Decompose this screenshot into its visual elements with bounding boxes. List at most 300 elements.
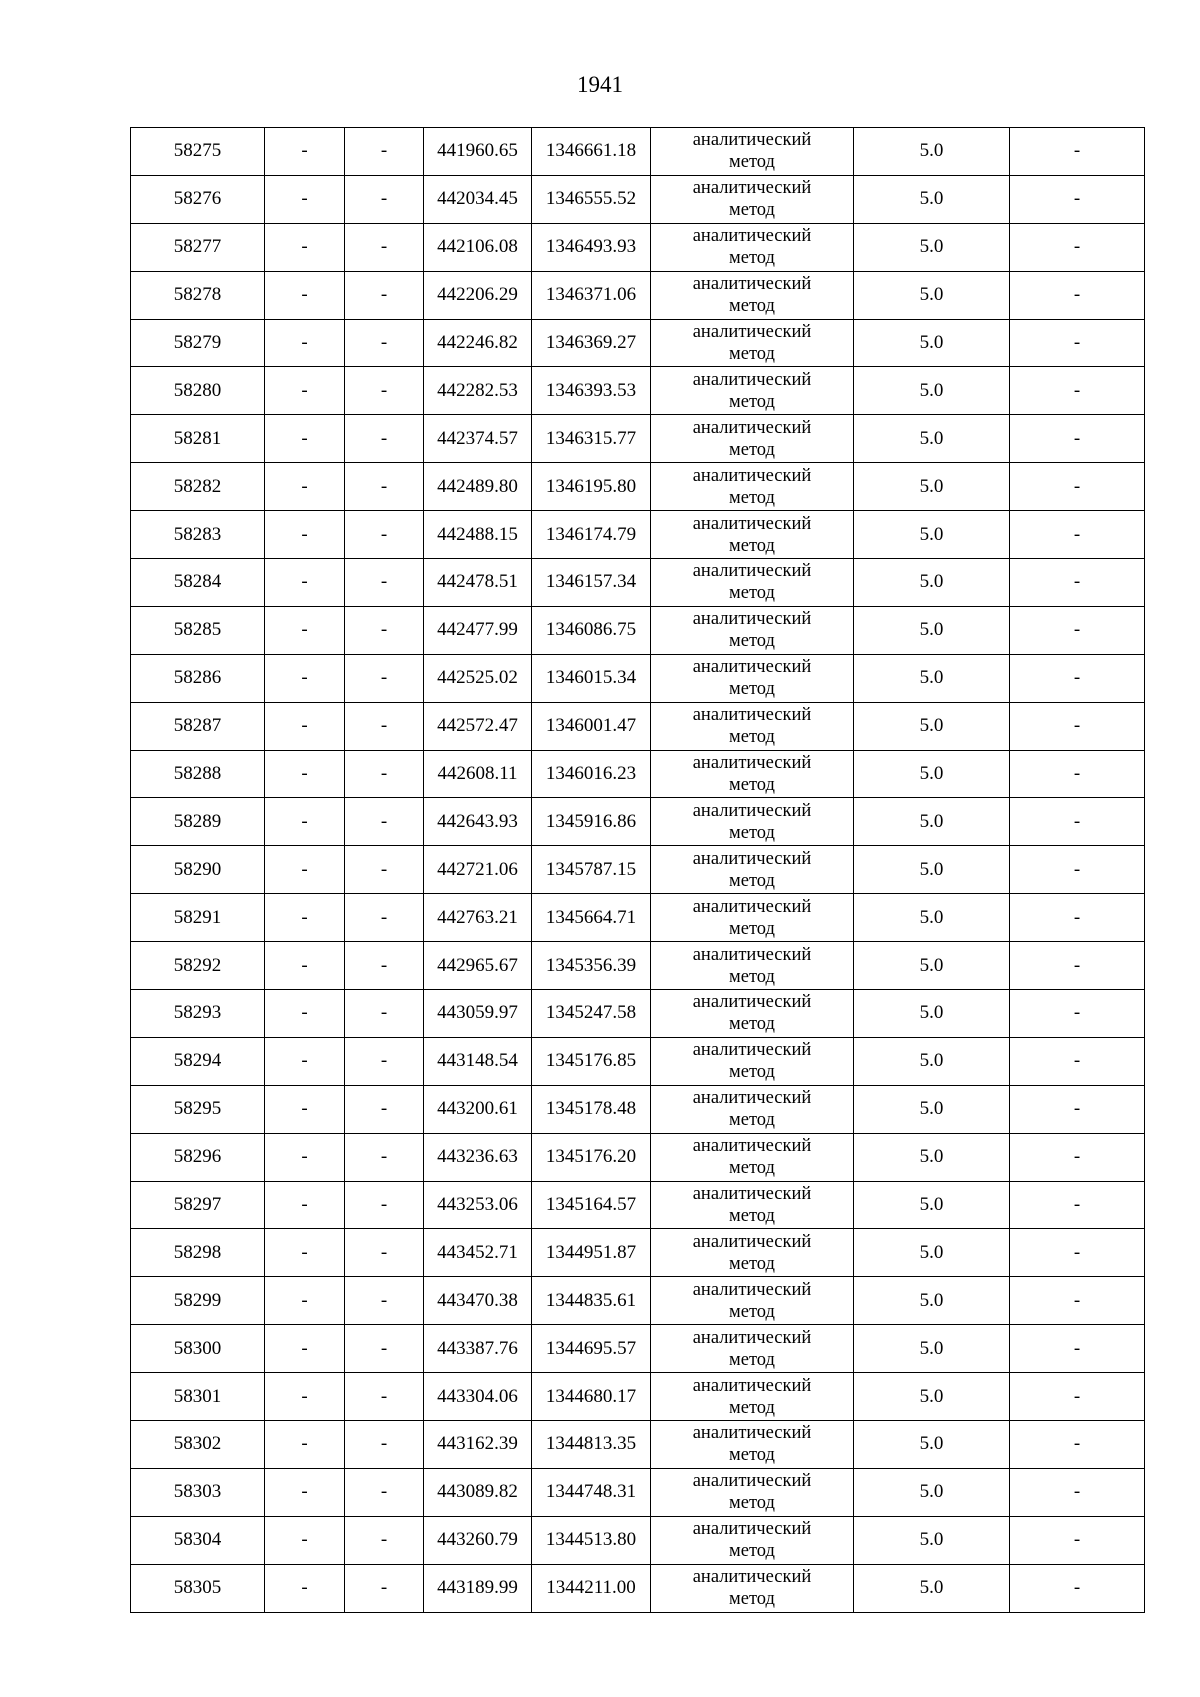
empty-value-cell: - — [265, 128, 345, 176]
empty-value-cell: - — [265, 559, 345, 607]
point-number-cell: 58275 — [131, 128, 265, 176]
x-coordinate-cell: 442488.15 — [424, 511, 532, 559]
accuracy-cell: 5.0 — [854, 559, 1010, 607]
method-line-2: метод — [729, 344, 775, 364]
accuracy-cell: 5.0 — [854, 1277, 1010, 1325]
method-line-1: аналитический — [692, 896, 812, 917]
method-line-2: метод — [729, 1253, 775, 1274]
empty-value-cell: - — [345, 1373, 424, 1421]
empty-value-cell: - — [265, 1325, 345, 1373]
y-coordinate-cell: 1344695.57 — [532, 1325, 651, 1373]
accuracy-cell: 5.0 — [854, 1133, 1010, 1181]
table-row — [131, 1277, 1145, 1325]
accuracy-cell: 5.0 — [854, 319, 1010, 367]
x-coordinate-cell: 442965.67 — [424, 942, 532, 990]
y-coordinate-cell: 1346315.77 — [532, 415, 651, 463]
method-line-1: аналитический — [692, 1279, 812, 1300]
table-row — [131, 990, 1145, 1038]
accuracy-cell: 5.0 — [854, 511, 1010, 559]
page-number: 1941 — [577, 72, 623, 97]
method-line-2: метод — [729, 1301, 775, 1322]
y-coordinate-cell: 1345787.15 — [532, 846, 651, 894]
y-coordinate-cell: 1345176.20 — [532, 1133, 651, 1181]
accuracy-cell: 5.0 — [854, 606, 1010, 654]
y-coordinate-cell: 1346393.53 — [532, 367, 651, 415]
method-line-1: аналитический — [692, 753, 812, 774]
accuracy-cell: 5.0 — [854, 128, 1010, 176]
method-cell — [651, 702, 854, 750]
empty-value-cell: - — [1010, 1133, 1145, 1181]
method-line-1: аналитический — [692, 1136, 812, 1157]
accuracy-cell: 5.0 — [854, 1516, 1010, 1564]
x-coordinate-cell: 442478.51 — [424, 559, 532, 607]
method-line-1: аналитический — [692, 226, 812, 247]
point-number-cell: 58303 — [131, 1468, 265, 1516]
method-line-1: аналитический — [692, 705, 812, 726]
x-coordinate-cell: 442282.53 — [424, 367, 532, 415]
point-number-cell: 58296 — [131, 1133, 265, 1181]
method-line-2: метод — [729, 1206, 775, 1227]
accuracy-cell: 5.0 — [854, 1085, 1010, 1133]
point-number-cell: 58285 — [131, 606, 265, 654]
method-line-1: аналитический — [692, 1184, 812, 1205]
x-coordinate-cell: 443162.39 — [424, 1421, 532, 1469]
point-number-cell: 58298 — [131, 1229, 265, 1277]
method-cell — [651, 606, 854, 654]
table-row — [131, 1516, 1145, 1564]
empty-value-cell: - — [345, 1277, 424, 1325]
table-row — [131, 942, 1145, 990]
table-row — [131, 1229, 1145, 1277]
y-coordinate-cell: 1346661.18 — [532, 128, 651, 176]
method-line-1: аналитический — [692, 1423, 812, 1444]
x-coordinate-cell: 442763.21 — [424, 894, 532, 942]
method-cell — [651, 1037, 854, 1085]
empty-value-cell: - — [265, 367, 345, 415]
table-row — [131, 894, 1145, 942]
method-line-1: аналитический — [692, 1327, 812, 1348]
method-line-1: аналитический — [692, 944, 812, 965]
accuracy-cell: 5.0 — [854, 1373, 1010, 1421]
x-coordinate-cell: 442477.99 — [424, 606, 532, 654]
coordinates-table — [130, 127, 1145, 1613]
method-cell — [651, 1421, 854, 1469]
point-number-cell: 58290 — [131, 846, 265, 894]
empty-value-cell: - — [265, 271, 345, 319]
table-row — [131, 271, 1145, 319]
method-line-2: метод — [729, 439, 775, 460]
method-line-1: аналитический — [692, 322, 812, 342]
empty-value-cell: - — [1010, 559, 1145, 607]
method-cell — [651, 415, 854, 463]
table-row — [131, 175, 1145, 223]
empty-value-cell: - — [345, 1516, 424, 1564]
table-row — [131, 1421, 1145, 1469]
table-row — [131, 1037, 1145, 1085]
accuracy-cell: 5.0 — [854, 1564, 1010, 1612]
empty-value-cell: - — [265, 606, 345, 654]
point-number-cell: 58276 — [131, 175, 265, 223]
method-line-2: метод — [729, 1110, 775, 1131]
y-coordinate-cell: 1346015.34 — [532, 654, 651, 702]
empty-value-cell: - — [345, 415, 424, 463]
accuracy-cell: 5.0 — [854, 750, 1010, 798]
point-number-cell: 58294 — [131, 1037, 265, 1085]
y-coordinate-cell: 1345178.48 — [532, 1085, 651, 1133]
empty-value-cell: - — [265, 894, 345, 942]
empty-value-cell: - — [345, 319, 424, 367]
x-coordinate-cell: 443236.63 — [424, 1133, 532, 1181]
method-line-1: аналитический — [692, 513, 812, 534]
method-line-2: метод — [729, 631, 775, 652]
accuracy-cell: 5.0 — [854, 894, 1010, 942]
method-cell — [651, 1181, 854, 1229]
y-coordinate-cell: 1346016.23 — [532, 750, 651, 798]
method-line-1: аналитический — [692, 369, 812, 390]
empty-value-cell: - — [1010, 463, 1145, 511]
method-cell — [651, 1133, 854, 1181]
x-coordinate-cell: 442721.06 — [424, 846, 532, 894]
x-coordinate-cell: 442608.11 — [424, 750, 532, 798]
x-coordinate-cell: 443200.61 — [424, 1085, 532, 1133]
accuracy-cell: 5.0 — [854, 702, 1010, 750]
y-coordinate-cell: 1346555.52 — [532, 175, 651, 223]
empty-value-cell: - — [345, 1037, 424, 1085]
table-row — [131, 1564, 1145, 1612]
accuracy-cell: 5.0 — [854, 1229, 1010, 1277]
empty-value-cell: - — [1010, 702, 1145, 750]
method-line-1: аналитический — [692, 1231, 812, 1252]
table-row — [131, 606, 1145, 654]
x-coordinate-cell: 443059.97 — [424, 990, 532, 1038]
empty-value-cell: - — [265, 990, 345, 1038]
empty-value-cell: - — [265, 1516, 345, 1564]
empty-value-cell: - — [1010, 846, 1145, 894]
method-line-1: аналитический — [692, 1519, 812, 1540]
empty-value-cell: - — [265, 463, 345, 511]
empty-value-cell: - — [1010, 415, 1145, 463]
x-coordinate-cell: 443387.76 — [424, 1325, 532, 1373]
x-coordinate-cell: 443148.54 — [424, 1037, 532, 1085]
empty-value-cell: - — [1010, 175, 1145, 223]
method-line-1: аналитический — [692, 417, 812, 438]
empty-value-cell: - — [345, 1564, 424, 1612]
y-coordinate-cell: 1346086.75 — [532, 606, 651, 654]
method-line-2: метод — [729, 1349, 775, 1370]
method-cell — [651, 367, 854, 415]
method-line-2: метод — [729, 775, 775, 796]
empty-value-cell: - — [345, 1181, 424, 1229]
empty-value-cell: - — [265, 1085, 345, 1133]
method-cell — [651, 846, 854, 894]
empty-value-cell: - — [345, 1468, 424, 1516]
accuracy-cell: 5.0 — [854, 367, 1010, 415]
x-coordinate-cell: 442106.08 — [424, 223, 532, 271]
empty-value-cell: - — [345, 175, 424, 223]
empty-value-cell: - — [1010, 654, 1145, 702]
empty-value-cell: - — [265, 750, 345, 798]
empty-value-cell: - — [345, 1085, 424, 1133]
method-cell — [651, 319, 854, 367]
x-coordinate-cell: 442246.82 — [424, 319, 532, 367]
point-number-cell: 58291 — [131, 894, 265, 942]
y-coordinate-cell: 1344513.80 — [532, 1516, 651, 1564]
method-line-2: метод — [729, 822, 775, 843]
method-line-2: метод — [729, 1541, 775, 1562]
empty-value-cell: - — [345, 702, 424, 750]
table-row — [131, 415, 1145, 463]
accuracy-cell: 5.0 — [854, 654, 1010, 702]
empty-value-cell: - — [345, 846, 424, 894]
point-number-cell: 58287 — [131, 702, 265, 750]
method-line-2: метод — [729, 487, 775, 508]
empty-value-cell: - — [345, 606, 424, 654]
method-line-1: аналитический — [692, 274, 812, 295]
empty-value-cell: - — [265, 846, 345, 894]
accuracy-cell: 5.0 — [854, 798, 1010, 846]
empty-value-cell: - — [1010, 942, 1145, 990]
method-line-2: метод — [729, 966, 775, 987]
empty-value-cell: - — [345, 128, 424, 176]
empty-value-cell: - — [345, 367, 424, 415]
method-cell — [651, 559, 854, 607]
method-line-2: метод — [729, 1493, 775, 1514]
table-row — [131, 223, 1145, 271]
empty-value-cell: - — [1010, 798, 1145, 846]
empty-value-cell: - — [1010, 1421, 1145, 1469]
table-row — [131, 319, 1145, 367]
empty-value-cell: - — [345, 1421, 424, 1469]
method-cell — [651, 750, 854, 798]
accuracy-cell: 5.0 — [854, 1468, 1010, 1516]
empty-value-cell: - — [345, 990, 424, 1038]
method-line-2: метод — [729, 918, 775, 939]
method-line-2: метод — [729, 727, 775, 748]
method-cell — [651, 511, 854, 559]
empty-value-cell: - — [345, 942, 424, 990]
empty-value-cell: - — [1010, 367, 1145, 415]
point-number-cell: 58304 — [131, 1516, 265, 1564]
y-coordinate-cell: 1344211.00 — [532, 1564, 651, 1612]
y-coordinate-cell: 1346369.27 — [532, 319, 651, 367]
y-coordinate-cell: 1346371.06 — [532, 271, 651, 319]
empty-value-cell: - — [345, 1133, 424, 1181]
method-line-2: метод — [729, 1158, 775, 1179]
accuracy-cell: 5.0 — [854, 1421, 1010, 1469]
method-cell — [651, 223, 854, 271]
method-line-1: аналитический — [692, 1567, 812, 1588]
method-line-2: метод — [729, 152, 775, 173]
method-line-1: аналитический — [692, 992, 812, 1013]
x-coordinate-cell: 442206.29 — [424, 271, 532, 319]
accuracy-cell: 5.0 — [854, 846, 1010, 894]
table-row — [131, 1181, 1145, 1229]
method-cell — [651, 1373, 854, 1421]
empty-value-cell: - — [1010, 990, 1145, 1038]
method-line-2: метод — [729, 1397, 775, 1418]
method-line-2: метод — [729, 1589, 775, 1610]
empty-value-cell: - — [1010, 1373, 1145, 1421]
method-line-2: метод — [729, 391, 775, 412]
method-line-2: метод — [729, 248, 775, 269]
x-coordinate-cell: 442643.93 — [424, 798, 532, 846]
accuracy-cell: 5.0 — [854, 415, 1010, 463]
method-line-1: аналитический — [692, 800, 812, 821]
y-coordinate-cell: 1345164.57 — [532, 1181, 651, 1229]
empty-value-cell: - — [265, 1421, 345, 1469]
empty-value-cell: - — [345, 511, 424, 559]
method-line-1: аналитический — [692, 848, 812, 869]
empty-value-cell: - — [265, 415, 345, 463]
method-line-2: метод — [729, 1062, 775, 1083]
x-coordinate-cell: 441960.65 — [424, 128, 532, 176]
y-coordinate-cell: 1345664.71 — [532, 894, 651, 942]
method-line-1: аналитический — [692, 657, 812, 678]
empty-value-cell: - — [1010, 1085, 1145, 1133]
table-body — [131, 128, 1145, 1613]
point-number-cell: 58288 — [131, 750, 265, 798]
point-number-cell: 58301 — [131, 1373, 265, 1421]
x-coordinate-cell: 443470.38 — [424, 1277, 532, 1325]
table-row — [131, 511, 1145, 559]
y-coordinate-cell: 1346001.47 — [532, 702, 651, 750]
table-row — [131, 367, 1145, 415]
x-coordinate-cell: 442525.02 — [424, 654, 532, 702]
point-number-cell: 58279 — [131, 319, 265, 367]
table-row — [131, 1085, 1145, 1133]
point-number-cell: 58302 — [131, 1421, 265, 1469]
y-coordinate-cell: 1345356.39 — [532, 942, 651, 990]
method-cell — [651, 128, 854, 176]
empty-value-cell: - — [1010, 511, 1145, 559]
method-line-1: аналитический — [692, 1375, 812, 1396]
empty-value-cell: - — [1010, 1229, 1145, 1277]
empty-value-cell: - — [345, 559, 424, 607]
table-row — [131, 463, 1145, 511]
empty-value-cell: - — [345, 1229, 424, 1277]
table-row — [131, 559, 1145, 607]
method-line-1: аналитический — [692, 1088, 812, 1109]
x-coordinate-cell: 442489.80 — [424, 463, 532, 511]
point-number-cell: 58278 — [131, 271, 265, 319]
method-line-2: метод — [729, 870, 775, 891]
empty-value-cell: - — [1010, 894, 1145, 942]
empty-value-cell: - — [265, 1373, 345, 1421]
method-line-2: метод — [729, 200, 775, 221]
point-number-cell: 58299 — [131, 1277, 265, 1325]
empty-value-cell: - — [345, 1325, 424, 1373]
x-coordinate-cell: 443189.99 — [424, 1564, 532, 1612]
empty-value-cell: - — [265, 223, 345, 271]
method-cell — [651, 1468, 854, 1516]
y-coordinate-cell: 1344835.61 — [532, 1277, 651, 1325]
point-number-cell: 58280 — [131, 367, 265, 415]
point-number-cell: 58305 — [131, 1564, 265, 1612]
table-row — [131, 1133, 1145, 1181]
point-number-cell: 58292 — [131, 942, 265, 990]
empty-value-cell: - — [265, 1277, 345, 1325]
empty-value-cell: - — [1010, 1277, 1145, 1325]
method-cell — [651, 271, 854, 319]
y-coordinate-cell: 1344951.87 — [532, 1229, 651, 1277]
y-coordinate-cell: 1345176.85 — [532, 1037, 651, 1085]
method-line-1: аналитический — [692, 178, 812, 199]
table-row — [131, 846, 1145, 894]
empty-value-cell: - — [1010, 750, 1145, 798]
accuracy-cell: 5.0 — [854, 1181, 1010, 1229]
table-row — [131, 1373, 1145, 1421]
y-coordinate-cell: 1345916.86 — [532, 798, 651, 846]
table-row — [131, 128, 1145, 176]
x-coordinate-cell: 443304.06 — [424, 1373, 532, 1421]
empty-value-cell: - — [265, 511, 345, 559]
method-cell — [651, 1325, 854, 1373]
method-line-2: метод — [729, 296, 775, 317]
point-number-cell: 58281 — [131, 415, 265, 463]
empty-value-cell: - — [265, 1564, 345, 1612]
method-cell — [651, 1229, 854, 1277]
method-line-2: метод — [729, 583, 775, 604]
method-cell — [651, 654, 854, 702]
empty-value-cell: - — [265, 1468, 345, 1516]
method-line-1: аналитический — [692, 1040, 812, 1061]
x-coordinate-cell: 442572.47 — [424, 702, 532, 750]
method-line-1: аналитический — [692, 1471, 812, 1492]
method-cell — [651, 798, 854, 846]
method-line-2: метод — [729, 679, 775, 700]
point-number-cell: 58284 — [131, 559, 265, 607]
accuracy-cell: 5.0 — [854, 990, 1010, 1038]
method-line-1: аналитический — [692, 130, 812, 151]
empty-value-cell: - — [265, 319, 345, 367]
method-line-1: аналитический — [692, 609, 812, 630]
y-coordinate-cell: 1344748.31 — [532, 1468, 651, 1516]
accuracy-cell: 5.0 — [854, 942, 1010, 990]
method-line-1: аналитический — [692, 561, 812, 582]
empty-value-cell: - — [345, 463, 424, 511]
table-row — [131, 654, 1145, 702]
method-line-2: метод — [729, 1445, 775, 1466]
empty-value-cell: - — [345, 798, 424, 846]
empty-value-cell: - — [1010, 223, 1145, 271]
empty-value-cell: - — [1010, 1181, 1145, 1229]
accuracy-cell: 5.0 — [854, 223, 1010, 271]
accuracy-cell: 5.0 — [854, 175, 1010, 223]
point-number-cell: 58282 — [131, 463, 265, 511]
method-cell — [651, 942, 854, 990]
empty-value-cell: - — [265, 942, 345, 990]
x-coordinate-cell: 442374.57 — [424, 415, 532, 463]
empty-value-cell: - — [345, 223, 424, 271]
method-cell — [651, 463, 854, 511]
accuracy-cell: 5.0 — [854, 463, 1010, 511]
point-number-cell: 58295 — [131, 1085, 265, 1133]
point-number-cell: 58297 — [131, 1181, 265, 1229]
empty-value-cell: - — [265, 654, 345, 702]
method-cell — [651, 1085, 854, 1133]
y-coordinate-cell: 1345247.58 — [532, 990, 651, 1038]
x-coordinate-cell: 442034.45 — [424, 175, 532, 223]
method-line-2: метод — [729, 1014, 775, 1035]
table-row — [131, 1325, 1145, 1373]
x-coordinate-cell: 443253.06 — [424, 1181, 532, 1229]
empty-value-cell: - — [265, 702, 345, 750]
method-cell — [651, 990, 854, 1038]
y-coordinate-cell: 1346174.79 — [532, 511, 651, 559]
method-cell — [651, 1277, 854, 1325]
method-line-2: метод — [729, 535, 775, 556]
point-number-cell: 58293 — [131, 990, 265, 1038]
